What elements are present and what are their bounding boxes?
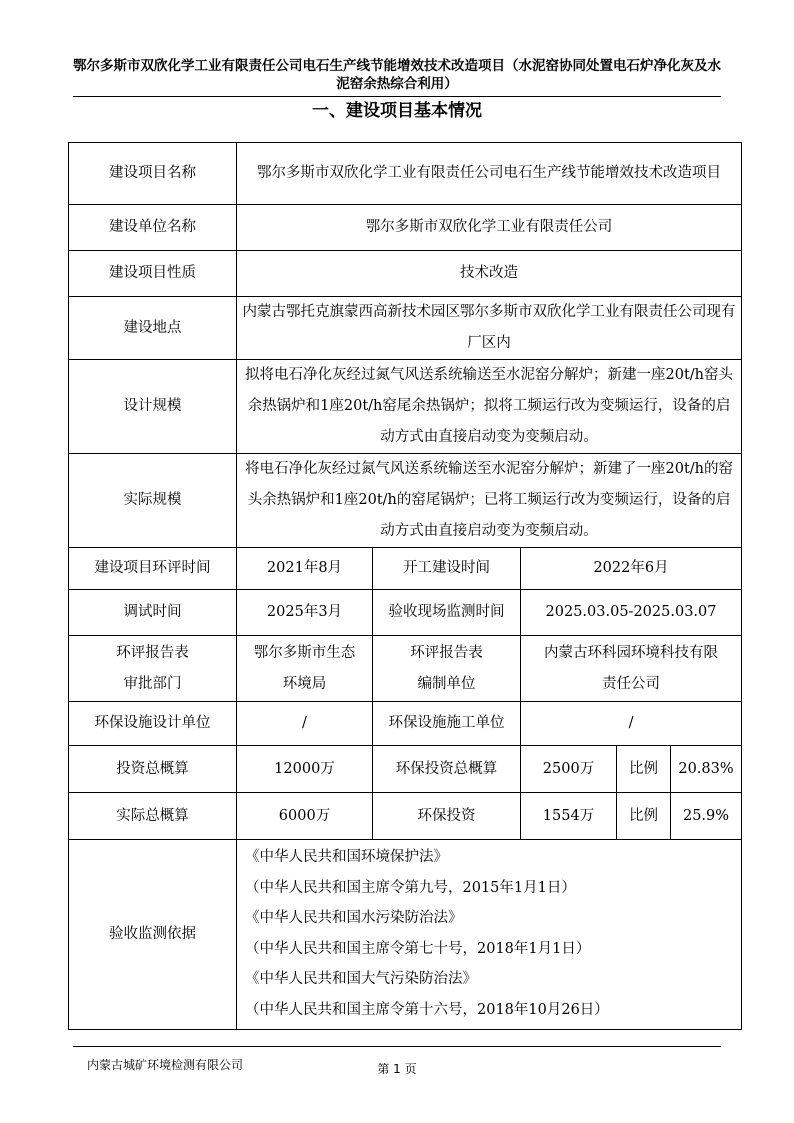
row-label: 开工建设时间 [373,548,521,590]
row-label: 建设项目名称 [69,143,237,205]
section-title: 一、建设项目基本情况 [312,101,482,121]
basis-line: 《中华人民共和国大气污染防治法》 [245,971,477,987]
row-label: 建设项目环评时间 [69,548,237,590]
row-label: 环保投资 [373,793,521,840]
row-value: 12000万 [237,746,373,793]
row-value: 2500万 [521,746,617,793]
row-value: / [237,702,373,746]
table-row [69,793,742,840]
value-line: 环境局 [282,675,327,692]
row-label: 建设地点 [69,297,237,360]
row-value: 2025.03.05-2025.03.07 [521,590,742,636]
row-label: 环保投资总概算 [373,746,521,793]
row-label: 验收监测依据 [69,840,237,1030]
basis-line: （中华人民共和国主席令第七十号，2018年1月1日） [245,940,591,957]
ratio-label: 比例 [617,746,671,793]
project-info-table [68,142,742,1030]
label-line: 环评报告表 [410,644,483,661]
value-line: 责任公司 [602,675,661,692]
table-row [69,251,742,297]
row-label: 建设项目性质 [69,251,237,297]
row-value: 技术改造 [237,251,742,297]
table-row [69,590,742,636]
table-row [69,143,742,205]
ratio-value: 25.9% [671,793,742,840]
row-value: 2021年8月 [237,548,373,590]
header-rule [73,96,721,97]
value-line: 鄂尔多斯市生态 [253,644,356,661]
row-value: 6000万 [237,793,373,840]
table-row [69,205,742,251]
row-value: 将电石净化灰经过氮气风送系统输送至水泥窑分解炉；新建了一座20t/h的窑头余热锅炉和1座20t/h的窑尾锅炉；已将工频运行改为变频运行，设备的启动方式由直接启动变为变频启动。 [237,454,742,548]
basis-list [237,840,742,1030]
row-label: 验收现场监测时间 [373,590,521,636]
basis-line: 《中华人民共和国环境保护法》 [245,849,448,865]
footer-rule [73,1046,721,1047]
label-line: 编制单位 [417,675,476,692]
basis-line: 《中华人民共和国水污染防治法》 [245,910,463,926]
row-label: 投资总概算 [69,746,237,793]
row-label: 设计规模 [69,360,237,454]
table-row [69,297,742,360]
row-label: 环保设施施工单位 [373,702,521,746]
table-row [69,360,742,454]
basis-line: （中华人民共和国主席令第九号，2015年1月1日） [245,879,576,896]
footer-company: 内蒙古城矿环境检测有限公司 [87,1058,244,1072]
row-label: 实际规模 [69,454,237,548]
row-label [69,636,237,702]
label-line: 审批部门 [123,675,182,692]
basis-line: （中华人民共和国主席令第十六号，2018年10月26日） [245,1001,609,1018]
row-label: 环保设施设计单位 [69,702,237,746]
row-label: 调试时间 [69,590,237,636]
row-label: 建设单位名称 [69,205,237,251]
row-value: 内蒙古鄂托克旗蒙西高新技术园区鄂尔多斯市双欣化学工业有限责任公司现有厂区内 [237,297,742,360]
row-value [237,636,373,702]
row-value: 2025年3月 [237,590,373,636]
ratio-value: 20.83% [671,746,742,793]
document-header: 鄂尔多斯市双欣化学工业有限责任公司电石生产线节能增效技术改造项目（水泥窑协同处置电石炉净化灰及水泥窑余热综合利用） [73,58,721,92]
row-value: 2022年6月 [521,548,742,590]
table-row [69,454,742,548]
table-row [69,636,742,702]
table-row [69,702,742,746]
row-label: 实际总概算 [69,793,237,840]
row-value: 鄂尔多斯市双欣化学工业有限责任公司电石生产线节能增效技术改造项目 [237,143,742,205]
row-value [521,636,742,702]
table-row [69,746,742,793]
page-number: 第 1 页 [377,1062,417,1076]
ratio-label: 比例 [617,793,671,840]
row-value: 鄂尔多斯市双欣化学工业有限责任公司 [237,205,742,251]
table-row [69,840,742,1030]
row-value: 1554万 [521,793,617,840]
row-value: / [521,702,742,746]
value-line: 内蒙古环科园环境科技有限 [544,644,719,661]
row-label [373,636,521,702]
label-line: 环评报告表 [116,644,189,661]
table-row [69,548,742,590]
row-value: 拟将电石净化灰经过氮气风送系统输送至水泥窑分解炉；新建一座20t/h窑头余热锅炉和1座20t/h窑尾余热锅炉；拟将工频运行改为变频运行，设备的启动方式由直接启动变为变频启动。 [237,360,742,454]
